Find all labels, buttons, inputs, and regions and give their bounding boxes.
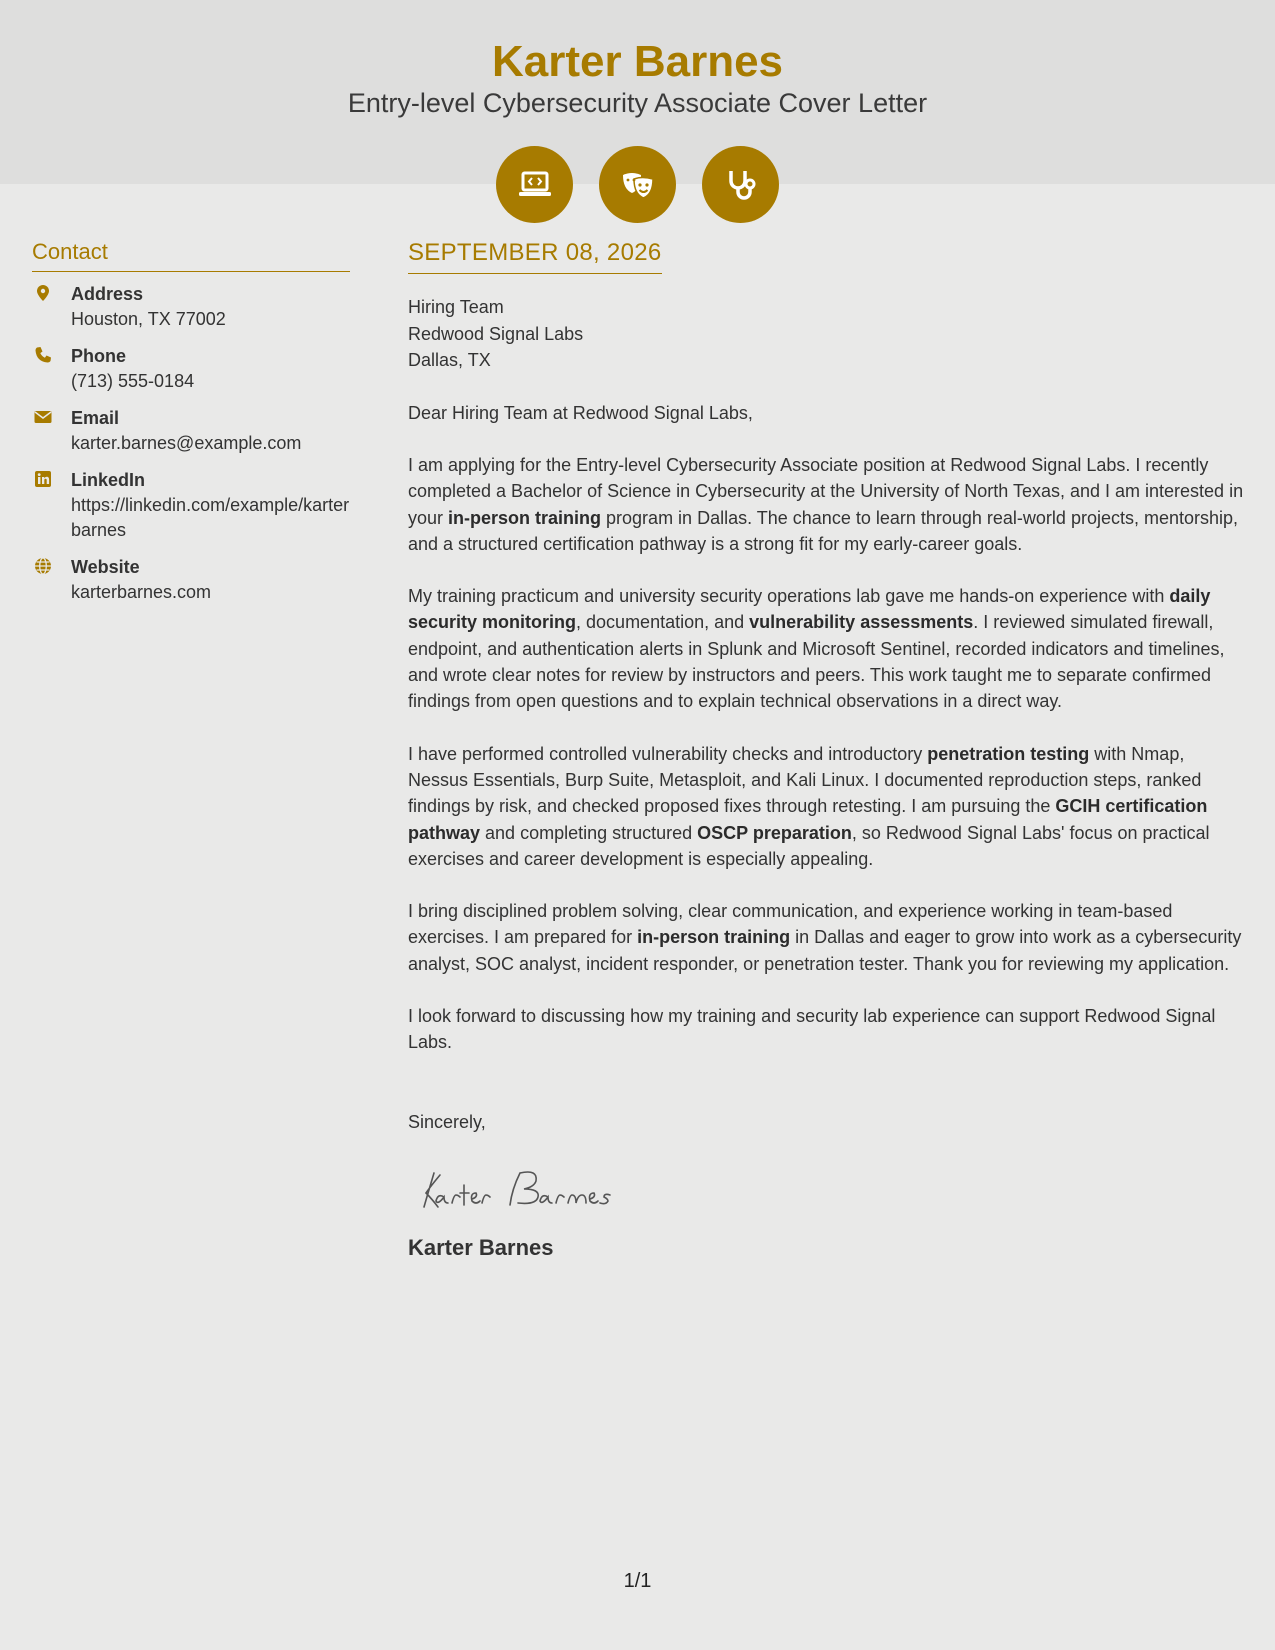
contact-label: Email (71, 408, 120, 428)
contact-value[interactable]: https://linkedin.com/example/karterbarnes (71, 495, 350, 540)
recipient-block (408, 294, 1248, 374)
paragraph-5: I look forward to discussing how my training and security lab experience can support Redwood Signal Labs. (408, 1006, 1216, 1053)
stethoscope-icon (702, 146, 779, 223)
contact-label: Phone (71, 346, 127, 366)
letter-date: SEPTEMBER 08, 2026 (408, 238, 662, 274)
handwritten-signature (416, 1161, 1248, 1219)
document-subtitle: Entry-level Cybersecurity Associate Cover Letter (347, 88, 928, 118)
contact-label: LinkedIn (71, 470, 146, 490)
contact-label: Website (71, 557, 140, 577)
recipient-line: Redwood Signal Labs (408, 323, 584, 344)
linkedin-icon (34, 470, 52, 488)
page-number: 1/1 (623, 1570, 652, 1592)
applicant-name: Karter Barnes (491, 37, 784, 86)
contact-heading: Contact (32, 238, 350, 272)
map-pin-icon (34, 284, 52, 302)
paragraph-4: I bring disciplined problem solving, clear communication, and experience working in team-based exercises. I am prepared for in-person training in Dallas and eager to grow into work as a cybersecurity analyst, SOC analyst, incident responder, or penetration tester. Thank you for reviewing my application. (408, 901, 1242, 974)
contact-label: Address (71, 284, 144, 304)
contact-item-email (32, 406, 352, 456)
closing: Sincerely, (408, 1111, 486, 1132)
contact-value: Houston, TX 77002 (71, 309, 226, 329)
contact-item-website (32, 555, 352, 605)
recipient-line: Hiring Team (408, 297, 504, 317)
contact-list (32, 282, 352, 617)
theater-masks-icon (599, 146, 676, 223)
paragraph-3: I have performed controlled vulnerability checks and introductory penetration testing with Nmap, Nessus Essentials, Burp Suite, Metasploit, and Kali Linux. I documented reproduction steps, ranked findings by risk, and checked proposed fixes through retesting. I am pursuing the GCIH certification pathway and completing structured OSCP preparation, so Redwood Signal Labs' focus on practical exercises and career development is especially appealing. (408, 743, 1210, 869)
paragraph-1: I am applying for the Entry-level Cybersecurity Associate position at Redwood Signal Labs. I recently completed a Bachelor of Science in Cybersecurity at the University of North Texas, and I am interested in your in-person training program in Dallas. The chance to learn through real-world projects, mentorship, and a structured certification pathway is a strong fit for my early-career goals. (408, 455, 1244, 554)
phone-icon (34, 346, 52, 364)
paragraph-2: My training practicum and university security operations lab gave me hands-on experience with daily security monitoring, documentation, and vulnerability assessments. I reviewed simulated firewall, endpoint, and authentication alerts in Splunk and Microsoft Sentinel, recorded indicators and timelines, and wrote clear notes for review by instructors and peers. This work taught me to separate confirmed findings from open questions and to explain technical observations in a direct way. (408, 586, 1225, 712)
contact-value: karter.barnes@example.com (71, 433, 302, 453)
greeting: Dear Hiring Team at Redwood Signal Labs, (408, 402, 753, 423)
signer-name: Karter Barnes (408, 1234, 554, 1260)
contact-item-address (32, 282, 352, 332)
globe-icon (34, 557, 52, 575)
envelope-icon (34, 408, 52, 426)
recipient-line: Dallas, TX (408, 350, 491, 370)
contact-item-phone (32, 344, 352, 394)
contact-value[interactable]: karterbarnes.com (71, 582, 212, 602)
contact-item-linkedin (32, 468, 352, 543)
letter-body (408, 238, 1248, 1261)
laptop-code-icon (496, 146, 573, 223)
contact-value: (713) 555-0184 (71, 371, 195, 391)
